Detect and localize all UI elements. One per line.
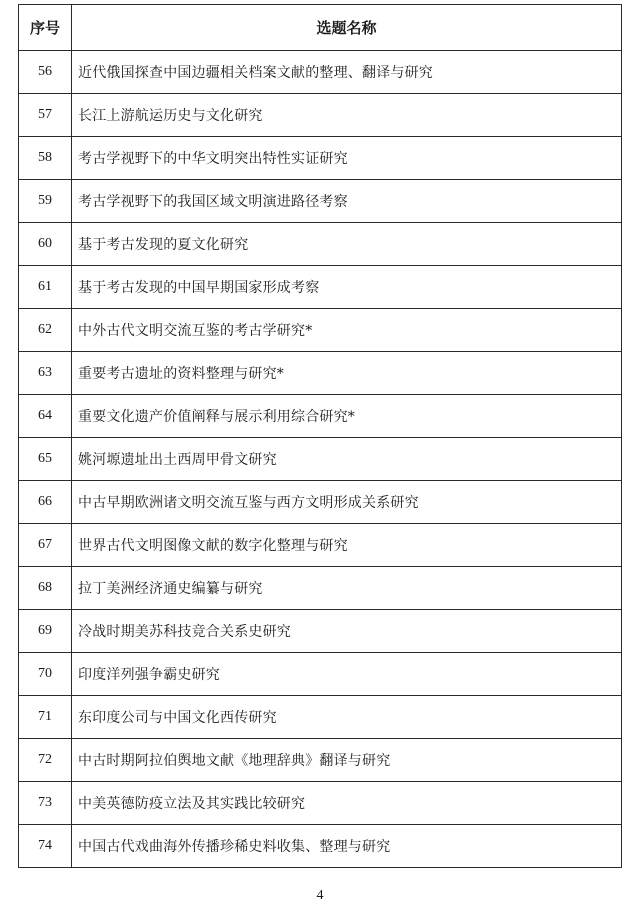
table-row (19, 739, 622, 782)
table-row (19, 223, 622, 266)
row-title: 长江上游航运历史与文化研究 (72, 94, 622, 137)
header-row (19, 5, 622, 51)
row-number: 72 (19, 739, 72, 782)
row-number: 61 (19, 266, 72, 309)
row-title: 东印度公司与中国文化西传研究 (72, 696, 622, 739)
row-title: 中古时期阿拉伯舆地文献《地理辞典》翻译与研究 (72, 739, 622, 782)
row-title: 基于考古发现的中国早期国家形成考察 (72, 266, 622, 309)
row-title: 基于考古发现的夏文化研究 (72, 223, 622, 266)
table-row (19, 481, 622, 524)
table-row (19, 352, 622, 395)
page-number: 4 (316, 888, 324, 903)
table-row (19, 395, 622, 438)
header-number: 序号 (19, 5, 72, 51)
row-number: 60 (19, 223, 72, 266)
row-number: 59 (19, 180, 72, 223)
table-row (19, 653, 622, 696)
table-header (19, 5, 622, 51)
row-number: 70 (19, 653, 72, 696)
header-title: 选题名称 (72, 5, 622, 51)
table-row (19, 180, 622, 223)
row-number: 65 (19, 438, 72, 481)
table-row (19, 266, 622, 309)
row-number: 73 (19, 782, 72, 825)
table-row (19, 137, 622, 180)
table-body (19, 51, 622, 868)
table-row (19, 610, 622, 653)
row-title: 印度洋列强争霸史研究 (72, 653, 622, 696)
row-number: 62 (19, 309, 72, 352)
table-row (19, 309, 622, 352)
row-number: 74 (19, 825, 72, 868)
row-title: 考古学视野下的我国区域文明演进路径考察 (72, 180, 622, 223)
row-number: 67 (19, 524, 72, 567)
row-title: 中外古代文明交流互鉴的考古学研究* (72, 309, 622, 352)
row-number: 57 (19, 94, 72, 137)
row-title: 冷战时期美苏科技竞合关系史研究 (72, 610, 622, 653)
table-row (19, 438, 622, 481)
row-title: 拉丁美洲经济通史编纂与研究 (72, 567, 622, 610)
table-row (19, 696, 622, 739)
row-title: 姚河塬遗址出土西周甲骨文研究 (72, 438, 622, 481)
table-row (19, 782, 622, 825)
row-number: 69 (19, 610, 72, 653)
table-row (19, 94, 622, 137)
row-number: 63 (19, 352, 72, 395)
row-title: 近代俄国探查中国边疆相关档案文献的整理、翻译与研究 (72, 51, 622, 94)
table-row (19, 524, 622, 567)
table-row (19, 51, 622, 94)
row-number: 56 (19, 51, 72, 94)
topics-table (18, 4, 622, 868)
row-number: 64 (19, 395, 72, 438)
row-title: 重要文化遗产价值阐释与展示利用综合研究* (72, 395, 622, 438)
row-title: 中美英德防疫立法及其实践比较研究 (72, 782, 622, 825)
row-number: 58 (19, 137, 72, 180)
table-row (19, 825, 622, 868)
row-title: 重要考古遗址的资料整理与研究* (72, 352, 622, 395)
row-title: 世界古代文明图像文献的数字化整理与研究 (72, 524, 622, 567)
row-title: 中国古代戏曲海外传播珍稀史料收集、整理与研究 (72, 825, 622, 868)
table-row (19, 567, 622, 610)
row-number: 71 (19, 696, 72, 739)
row-title: 中古早期欧洲诸文明交流互鉴与西方文明形成关系研究 (72, 481, 622, 524)
row-number: 68 (19, 567, 72, 610)
row-number: 66 (19, 481, 72, 524)
row-title: 考古学视野下的中华文明突出特性实证研究 (72, 137, 622, 180)
